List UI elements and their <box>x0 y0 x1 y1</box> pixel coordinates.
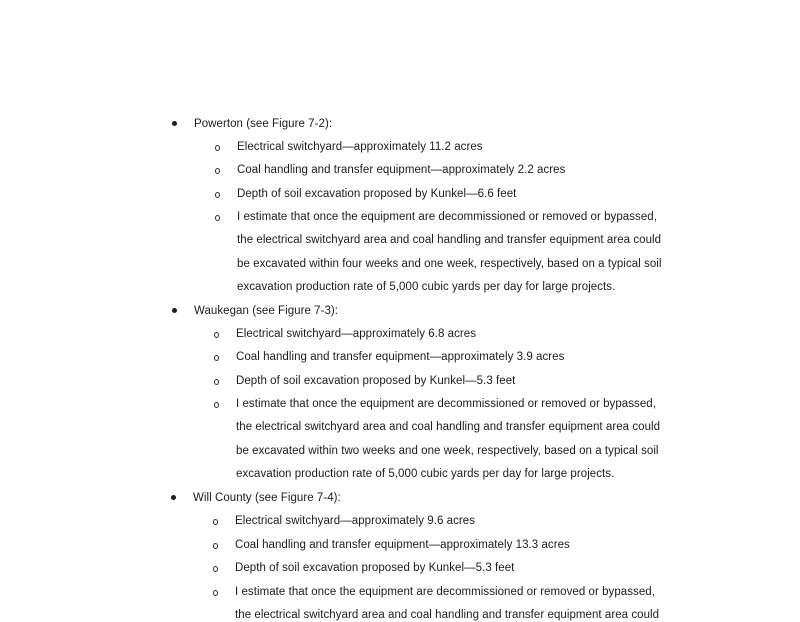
list-item: Depth of soil excavation proposed by Kunkel—5.3 feet <box>235 562 515 574</box>
sub-bullet <box>215 168 220 174</box>
list-item: I estimate that once the equipment are decommissioned or removed or bypassed, <box>235 586 655 598</box>
sub-bullet <box>213 519 218 525</box>
sub-bullet <box>215 215 220 221</box>
sub-bullet <box>215 192 220 198</box>
list-item-continuation: the electrical switchyard area and coal handling and transfer equipment area could <box>236 421 661 433</box>
list-item-continuation: excavation production rate of 5,000 cubic yards per day for large projects. <box>237 281 616 293</box>
sub-bullet <box>213 590 218 596</box>
list-item: Coal handling and transfer equipment—approximately 3.9 acres <box>236 351 565 363</box>
sub-bullet <box>214 332 219 338</box>
sub-bullet <box>213 566 218 572</box>
sub-bullet <box>213 543 218 549</box>
list-item: Depth of soil excavation proposed by Kunkel—5.3 feet <box>236 375 516 387</box>
list-item: I estimate that once the equipment are decommissioned or removed or bypassed, <box>236 398 656 410</box>
section-heading-waukegan: Waukegan (see Figure 7-3): <box>194 305 339 317</box>
sub-bullet <box>214 355 219 361</box>
sub-bullet <box>215 145 220 151</box>
bullet-powerton <box>172 121 177 126</box>
list-item-continuation: be excavated within four weeks and one week, respectively, based on a typical soil <box>237 258 662 270</box>
list-item-continuation: the electrical switchyard area and coal handling and transfer equipment area could <box>237 234 662 246</box>
list-item: Electrical switchyard—approximately 9.6 acres <box>235 515 476 527</box>
list-item-continuation: excavation production rate of 5,000 cubic yards per day for large projects. <box>236 468 615 480</box>
list-item: Electrical switchyard—approximately 6.8 acres <box>236 328 477 340</box>
list-item: Coal handling and transfer equipment—approximately 13.3 acres <box>235 539 570 551</box>
bullet-will-county <box>171 495 176 500</box>
list-item-continuation: the electrical switchyard area and coal handling and transfer equipment area could <box>235 609 660 621</box>
sub-bullet <box>214 379 219 385</box>
bullet-waukegan <box>172 308 177 313</box>
list-item: I estimate that once the equipment are decommissioned or removed or bypassed, <box>237 211 657 223</box>
list-item: Depth of soil excavation proposed by Kunkel—6.6 feet <box>237 188 517 200</box>
list-item-continuation: be excavated within two weeks and one week, respectively, based on a typical soil <box>236 445 659 457</box>
section-heading-powerton: Powerton (see Figure 7-2): <box>194 118 333 130</box>
sub-bullet <box>214 402 219 408</box>
list-item: Coal handling and transfer equipment—approximately 2.2 acres <box>237 164 566 176</box>
section-heading-will-county: Will County (see Figure 7-4): <box>193 492 341 504</box>
list-item: Electrical switchyard—approximately 11.2 acres <box>237 141 483 153</box>
